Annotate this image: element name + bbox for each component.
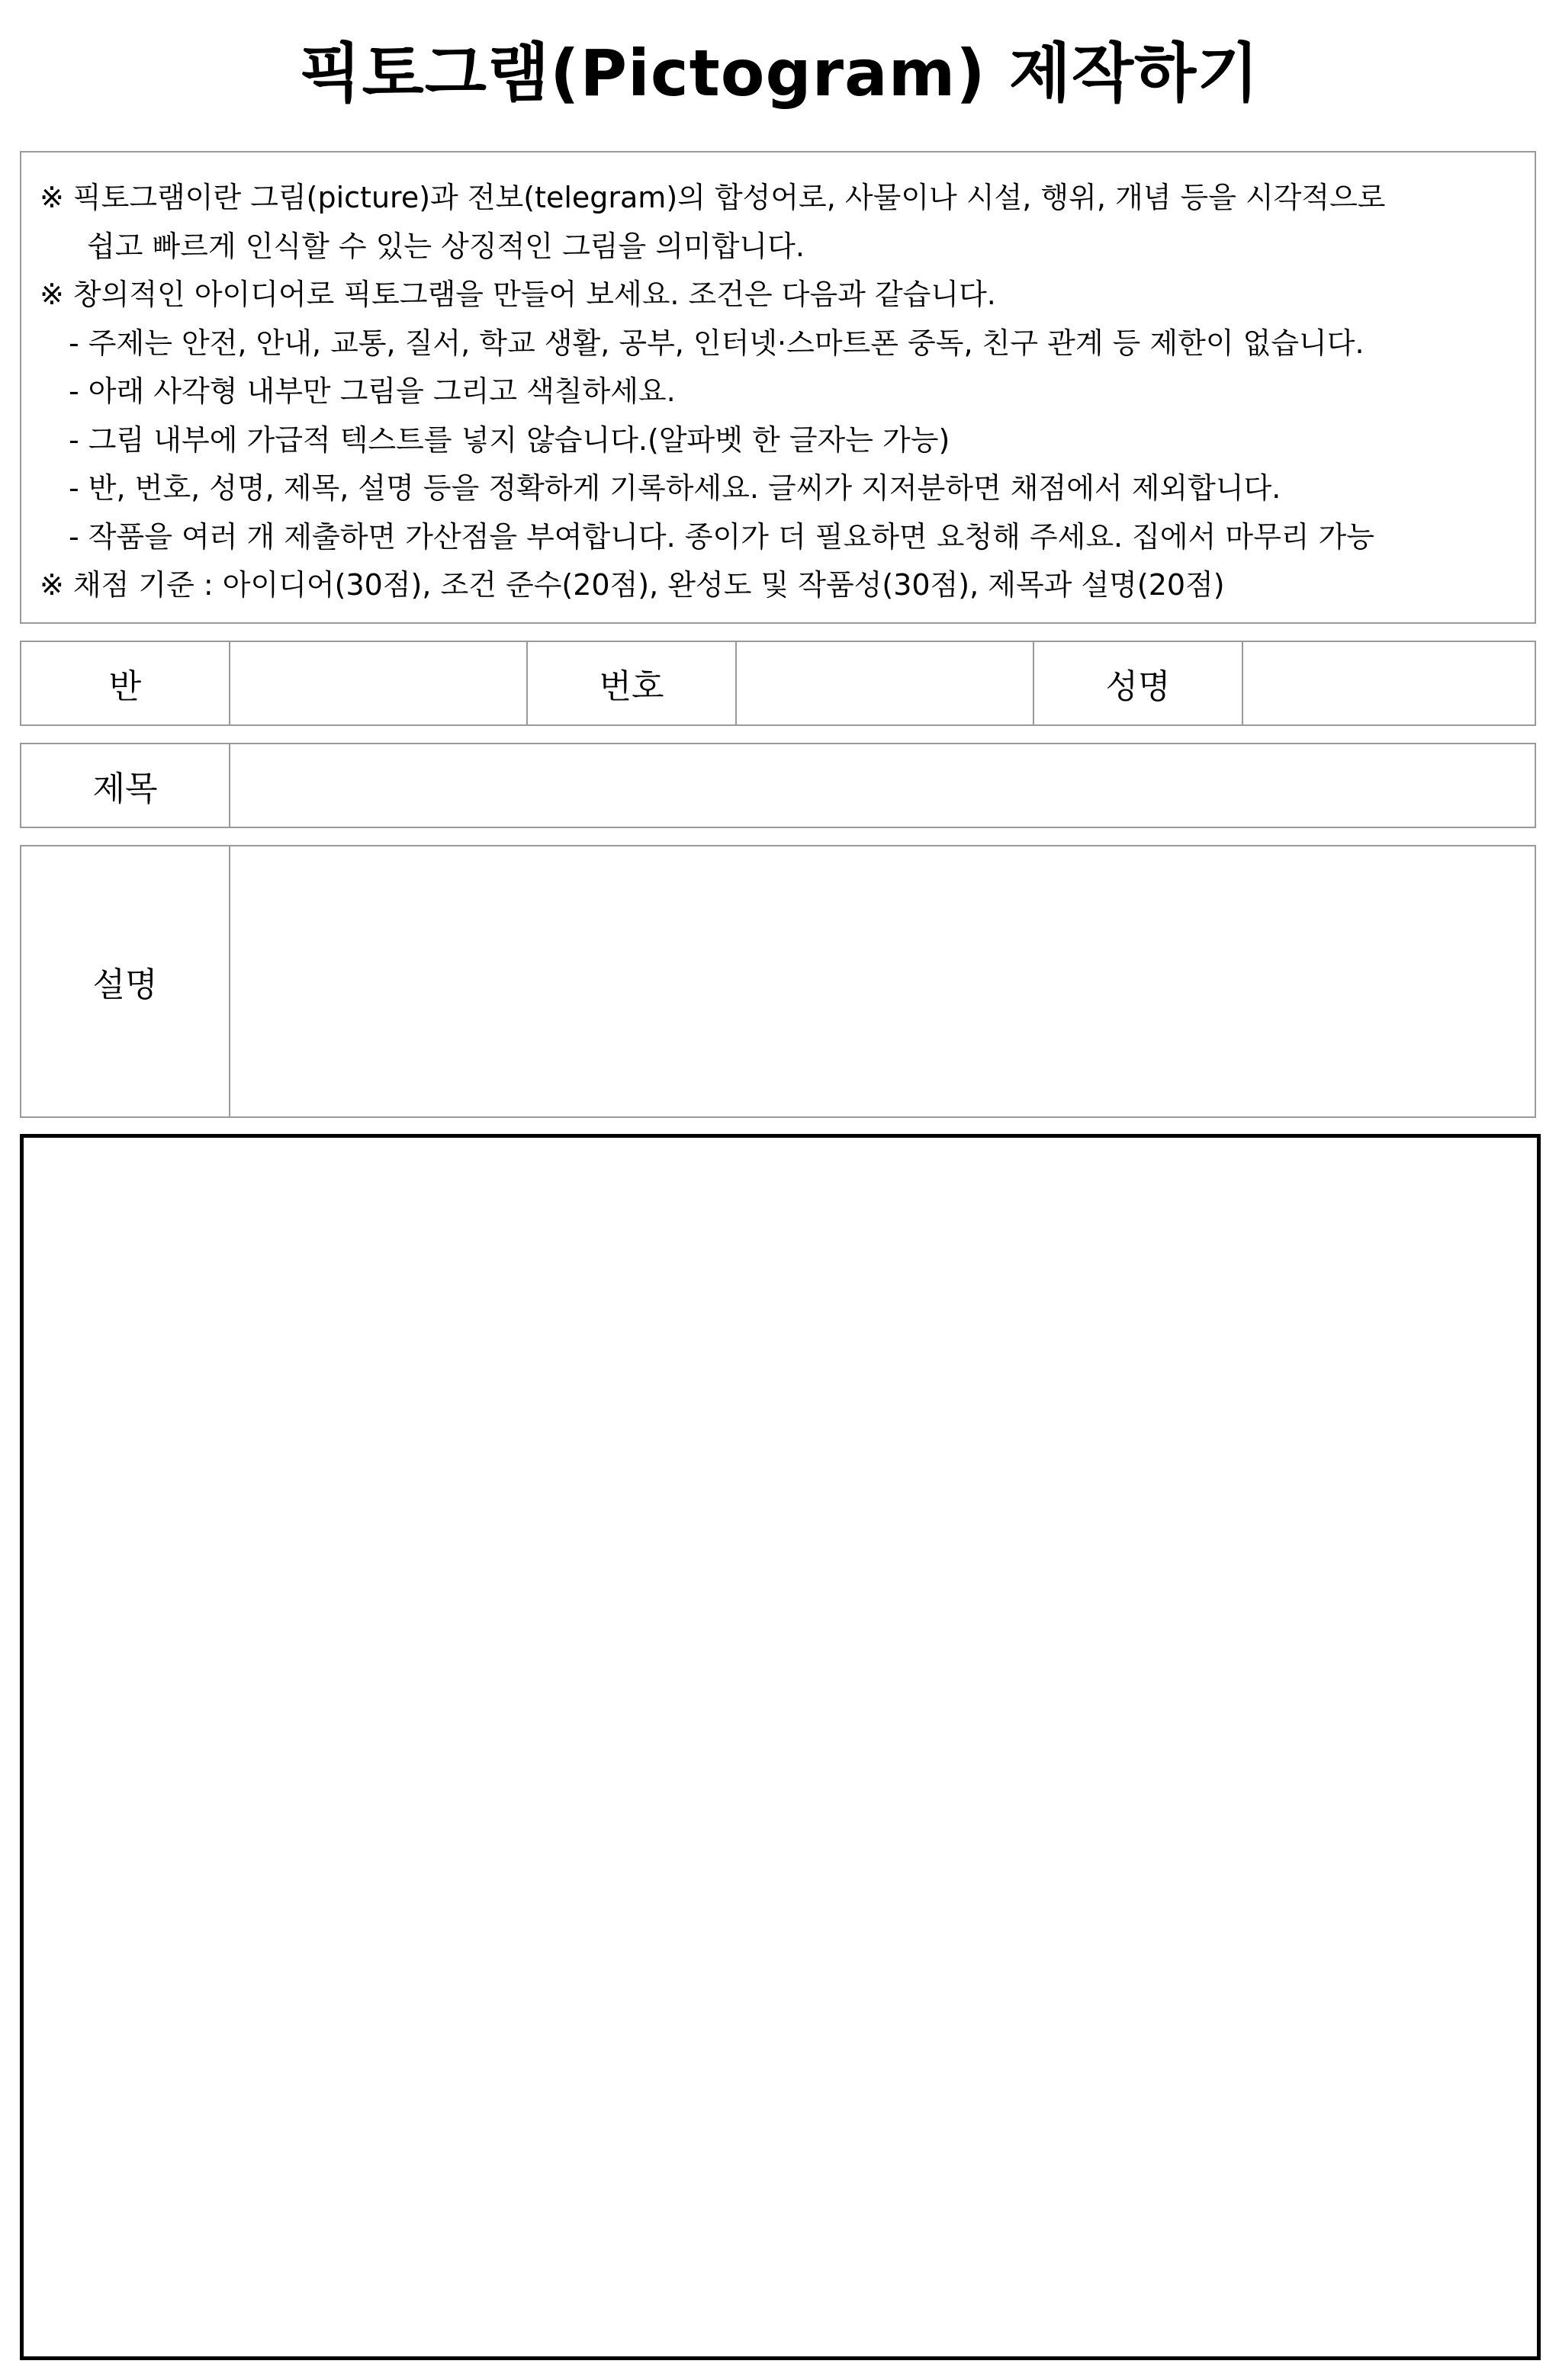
page-title: 픽토그램(Pictogram) 제작하기: [299, 36, 1260, 111]
subject-label: 제목: [21, 744, 230, 827]
student-info-row: [20, 641, 1536, 726]
description-row: [20, 845, 1536, 1118]
instruction-line: - 그림 내부에 가급적 텍스트를 넣지 않습니다.(알파벳 한 글자는 가능): [69, 422, 950, 457]
instruction-line: - 주제는 안전, 안내, 교통, 질서, 학교 생활, 공부, 인터넷·스마트폰 중독, 친구 관계 등 제한이 없습니다.: [69, 326, 1365, 360]
instruction-line: ※ 픽토그램이란 그림(picture)과 전보(telegram)의 합성어로, 사물이나 시설, 행위, 개념 등을 시각적으로: [40, 181, 1386, 214]
name-label: 성명: [1034, 642, 1243, 724]
instruction-line: ※ 창의적인 아이디어로 픽토그램을 만들어 보세요. 조건은 다음과 같습니다.: [40, 278, 996, 311]
number-label: 번호: [528, 642, 737, 724]
number-field[interactable]: [737, 642, 1034, 724]
instructions-box: [20, 151, 1536, 624]
subject-field[interactable]: [230, 744, 1535, 827]
description-field[interactable]: [230, 846, 1535, 1116]
instruction-line: - 작품을 여러 개 제출하면 가산점을 부여합니다. 종이가 더 필요하면 요청해 주세요. 집에서 마무리 가능: [69, 519, 1375, 554]
class-label: 반: [21, 642, 230, 724]
instruction-line: - 반, 번호, 성명, 제목, 설명 등을 정확하게 기록하세요. 글씨가 지저분하면 채점에서 제외합니다.: [69, 471, 1281, 505]
instruction-line: 쉽고 빠르게 인식할 수 있는 상징적인 그림을 의미합니다.: [87, 229, 805, 263]
subject-row: [20, 743, 1536, 828]
name-field[interactable]: [1243, 642, 1535, 724]
drawing-area[interactable]: [20, 1134, 1541, 2360]
instruction-line: - 아래 사각형 내부만 그림을 그리고 색칠하세요.: [69, 374, 676, 408]
class-field[interactable]: [230, 642, 528, 724]
description-label: 설명: [21, 846, 230, 1116]
instruction-line: ※ 채점 기준 : 아이디어(30점), 조건 준수(20점), 완성도 및 작품성(30점), 제목과 설명(20점): [40, 568, 1225, 602]
